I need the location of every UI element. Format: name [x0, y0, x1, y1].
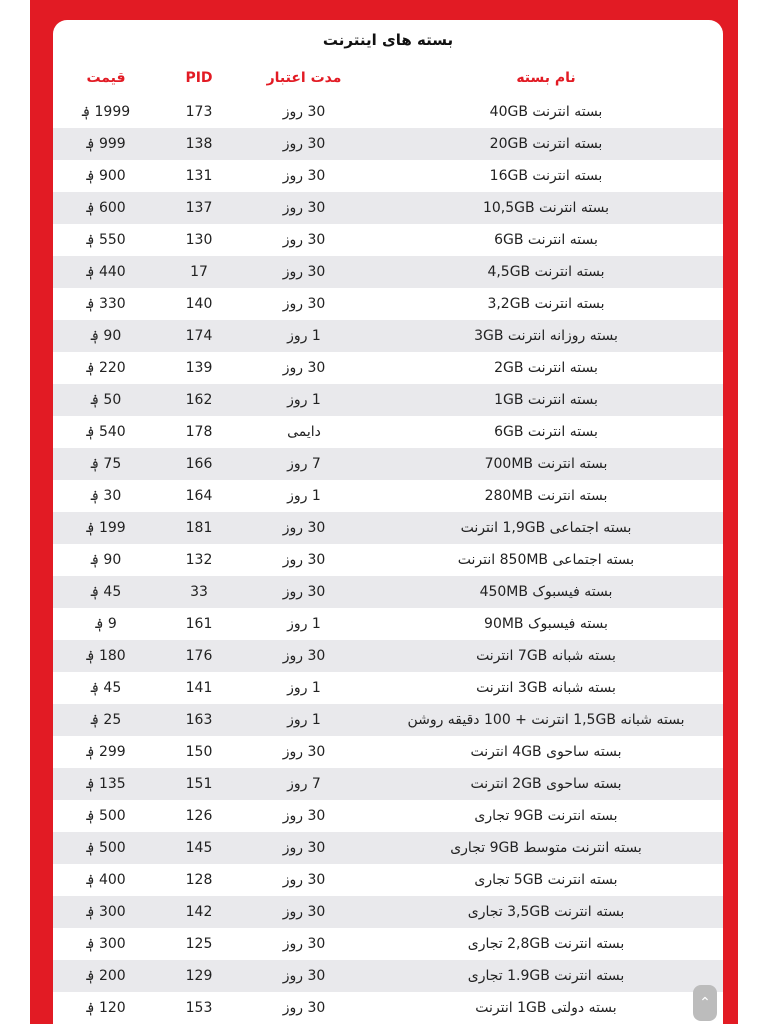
table-row: [53, 992, 723, 1024]
row-pid: 33: [190, 584, 208, 600]
row-name: بسته انترنت 10,5GB: [482, 200, 610, 216]
table-row: [53, 704, 723, 736]
row-name: بسته شبانه 3GB انترنت: [476, 680, 616, 696]
row-duration: 30 روز: [282, 200, 326, 216]
row-name: بسته ساحوی 4GB انترنت: [470, 744, 622, 760]
table-row: [53, 256, 723, 288]
table-row: [53, 448, 723, 480]
row-name: بسته انترنت 6GB: [494, 232, 598, 248]
row-name: بسته انترنت 20GB: [489, 136, 603, 152]
packages-card: [53, 20, 723, 1024]
row-price: 90 ؋: [90, 328, 122, 344]
row-duration: 1 روز: [287, 680, 321, 696]
row-pid: 140: [185, 296, 213, 312]
header-duration: مدت اعتبار: [266, 70, 342, 86]
row-name: بسته انترنت 280MB: [484, 488, 608, 504]
table-body: [53, 96, 723, 1024]
table-row: [53, 896, 723, 928]
row-price: 200 ؋: [86, 968, 126, 984]
row-duration: 30 روز: [282, 360, 326, 376]
row-name: بسته انترنت 2,8GB تجاری: [467, 936, 625, 952]
row-name: بسته انترنت 40GB: [489, 104, 603, 120]
row-name: بسته فیسبوک 90MB: [484, 616, 608, 632]
row-price: 50 ؋: [90, 392, 122, 408]
row-name: بسته انترنت 9GB تجاری: [474, 808, 618, 824]
row-duration: 1 روز: [287, 488, 321, 504]
row-name: بسته فیسبوک 450MB: [479, 584, 613, 600]
row-price: 120 ؋: [86, 1000, 126, 1016]
table-row: [53, 384, 723, 416]
row-duration: 30 روز: [282, 232, 326, 248]
row-name: بسته انترنت 3,2GB: [487, 296, 605, 312]
row-pid: 174: [185, 328, 213, 344]
table-row: [53, 800, 723, 832]
table-row: [53, 736, 723, 768]
table-row: [53, 832, 723, 864]
table-row: [53, 128, 723, 160]
row-duration: 30 روز: [282, 520, 326, 536]
row-pid: 151: [185, 776, 213, 792]
row-name: بسته دولتی 1GB انترنت: [475, 1000, 617, 1016]
row-pid: 163: [185, 712, 213, 728]
table-row: [53, 928, 723, 960]
row-pid: 125: [185, 936, 213, 952]
row-price: 180 ؋: [86, 648, 126, 664]
row-name: بسته ساحوی 2GB انترنت: [470, 776, 622, 792]
row-pid: 176: [185, 648, 213, 664]
row-pid: 150: [185, 744, 213, 760]
row-duration: دایمی: [287, 424, 321, 440]
row-duration: 30 روز: [282, 808, 326, 824]
table-row: [53, 480, 723, 512]
row-price: 25 ؋: [90, 712, 122, 728]
row-duration: 30 روز: [282, 840, 326, 856]
row-pid: 137: [185, 200, 213, 216]
row-price: 135 ؋: [86, 776, 126, 792]
row-duration: 30 روز: [282, 104, 326, 120]
table-row: [53, 288, 723, 320]
row-pid: 129: [185, 968, 213, 984]
row-price: 1999 ؋: [81, 104, 131, 120]
table-row: [53, 864, 723, 896]
row-duration: 30 روز: [282, 904, 326, 920]
row-duration: 30 روز: [282, 936, 326, 952]
table-row: [53, 160, 723, 192]
table-row: [53, 544, 723, 576]
row-duration: 30 روز: [282, 168, 326, 184]
row-name: بسته انترنت 3,5GB تجاری: [467, 904, 625, 920]
chevron-up-icon[interactable]: ⌃: [693, 985, 717, 1021]
table-row: [53, 224, 723, 256]
row-name: بسته انترنت 1GB: [494, 392, 598, 408]
row-name: بسته شبانه 1,5GB انترنت + 100 دقیقه روشن: [407, 712, 685, 728]
header-price: قیمت: [86, 70, 126, 86]
table-row: [53, 96, 723, 128]
row-price: 220 ؋: [86, 360, 126, 376]
table-row: [53, 576, 723, 608]
row-duration: 30 روز: [282, 1000, 326, 1016]
row-pid: 139: [185, 360, 213, 376]
row-duration: 30 روز: [282, 744, 326, 760]
row-pid: 132: [185, 552, 213, 568]
row-price: 900 ؋: [86, 168, 126, 184]
row-name: بسته انترنت متوسط 9GB تجاری: [450, 840, 642, 856]
row-pid: 162: [185, 392, 213, 408]
row-price: 540 ؋: [86, 424, 126, 440]
row-price: 600 ؋: [86, 200, 126, 216]
row-pid: 178: [185, 424, 213, 440]
row-name: بسته انترنت 5GB تجاری: [474, 872, 618, 888]
row-name: بسته انترنت 1.9GB تجاری: [467, 968, 625, 984]
table-row: [53, 608, 723, 640]
row-pid: 164: [185, 488, 213, 504]
row-duration: 1 روز: [287, 712, 321, 728]
row-name: بسته انترنت 4,5GB: [487, 264, 605, 280]
row-pid: 128: [185, 872, 213, 888]
row-pid: 126: [185, 808, 213, 824]
row-duration: 7 روز: [287, 776, 321, 792]
row-name: بسته انترنت 6GB: [494, 424, 598, 440]
row-name: بسته انترنت 700MB: [484, 456, 608, 472]
row-price: 999 ؋: [86, 136, 126, 152]
row-duration: 30 روز: [282, 872, 326, 888]
table-row: [53, 192, 723, 224]
row-duration: 30 روز: [282, 968, 326, 984]
row-duration: 30 روز: [282, 584, 326, 600]
row-price: 400 ؋: [86, 872, 126, 888]
row-price: 300 ؋: [86, 936, 126, 952]
row-name: بسته روزانه انترنت 3GB: [474, 328, 618, 344]
row-price: 75 ؋: [90, 456, 122, 472]
row-pid: 166: [185, 456, 213, 472]
row-duration: 30 روز: [282, 136, 326, 152]
header-name: نام بسته: [516, 70, 576, 86]
row-pid: 181: [185, 520, 213, 536]
row-price: 90 ؋: [90, 552, 122, 568]
row-name: بسته اجتماعی 850MB انترنت: [457, 552, 635, 568]
row-duration: 7 روز: [287, 456, 321, 472]
row-duration: 30 روز: [282, 648, 326, 664]
table-row: [53, 512, 723, 544]
row-duration: 30 روز: [282, 296, 326, 312]
row-price: 199 ؋: [86, 520, 126, 536]
row-pid: 161: [185, 616, 213, 632]
row-duration: 30 روز: [282, 552, 326, 568]
row-name: بسته اجتماعی 1,9GB انترنت: [460, 520, 632, 536]
packages-table: [53, 60, 723, 1024]
row-price: 330 ؋: [86, 296, 126, 312]
table-header: [53, 60, 723, 96]
row-pid: 130: [185, 232, 213, 248]
row-pid: 153: [185, 1000, 213, 1016]
row-name: بسته انترنت 2GB: [494, 360, 598, 376]
table-row: [53, 320, 723, 352]
page-title: بسته های اینترنت: [322, 31, 454, 49]
row-pid: 138: [185, 136, 213, 152]
header-pid: PID: [185, 70, 213, 86]
row-pid: 173: [185, 104, 213, 120]
table-row: [53, 672, 723, 704]
row-duration: 30 روز: [282, 264, 326, 280]
row-price: 9 ؋: [95, 616, 117, 632]
row-price: 500 ؋: [86, 840, 126, 856]
row-duration: 1 روز: [287, 392, 321, 408]
table-row: [53, 416, 723, 448]
row-pid: 131: [185, 168, 213, 184]
row-price: 440 ؋: [86, 264, 126, 280]
row-price: 299 ؋: [86, 744, 126, 760]
row-pid: 142: [185, 904, 213, 920]
row-duration: 1 روز: [287, 328, 321, 344]
table-row: [53, 960, 723, 992]
row-pid: 141: [185, 680, 213, 696]
row-price: 500 ؋: [86, 808, 126, 824]
row-price: 45 ؋: [90, 680, 122, 696]
row-duration: 1 روز: [287, 616, 321, 632]
row-name: بسته شبانه 7GB انترنت: [476, 648, 616, 664]
row-price: 45 ؋: [90, 584, 122, 600]
table-row: [53, 768, 723, 800]
row-price: 550 ؋: [86, 232, 126, 248]
row-price: 30 ؋: [90, 488, 122, 504]
row-pid: 145: [185, 840, 213, 856]
table-row: [53, 640, 723, 672]
row-pid: 17: [190, 264, 208, 280]
row-price: 300 ؋: [86, 904, 126, 920]
row-name: بسته انترنت 16GB: [489, 168, 603, 184]
table-row: [53, 352, 723, 384]
